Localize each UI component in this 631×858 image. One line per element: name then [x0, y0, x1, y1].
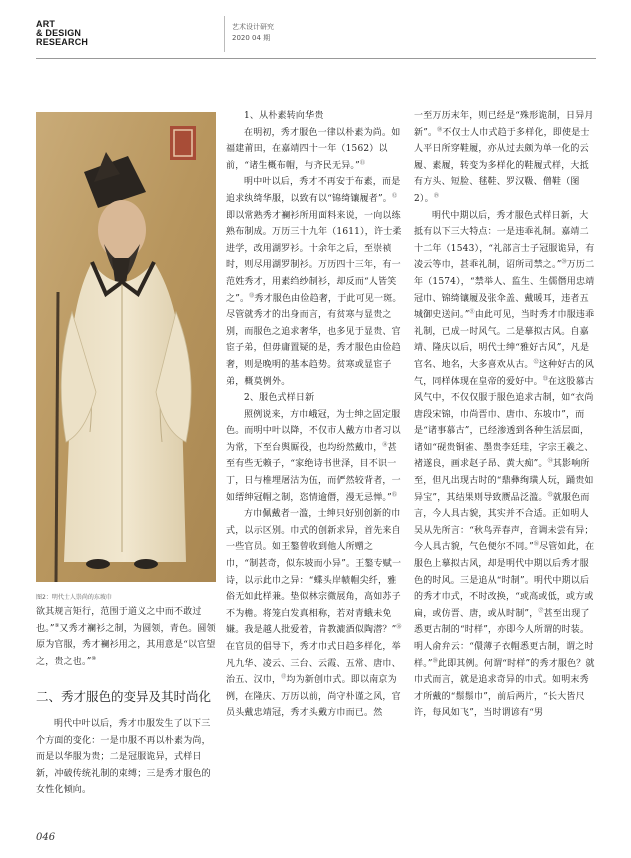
text-run: 秀才服色由俭趋奢，于此可见一斑。尽管就秀才的出身而言，有贫寒与显贵之别，而服色之追求奢华，也多见于显贵、官宦子弟，但毋庸置疑的是，秀才服色由俭趋奢，则是晚明的基本趋势。贫寒或显宦子弟，概莫例外。: [226, 293, 402, 387]
footnote-ref: ⑯: [396, 624, 402, 631]
text-run: 由此可见，当时秀才巾服违乖礼制，已成一时风气。二是摹拟古风。自嘉靖、隆庆以后，明代士绅“雅好古风”，凡是官名、地名，大多喜欢从古。: [414, 310, 595, 370]
footnote-ref: ⑮: [391, 491, 398, 498]
text-run: 在官员的倡导下，秀才巾式日趋多样化，举凡九华、凌云、三台、云霞、五常、唐巾、治五、汉巾，: [226, 642, 401, 686]
portrait-painting: [36, 112, 216, 582]
footnote-ref: ⑱: [437, 126, 443, 133]
column-3: [414, 108, 596, 722]
paragraph: [226, 174, 404, 390]
section-heading: 二、秀才服色的变异及其时尚化: [36, 689, 212, 704]
footnote-ref: ⑩: [91, 655, 97, 662]
column-2: [226, 108, 404, 722]
header-rule: [36, 58, 596, 59]
footnote-ref: ⑨: [54, 622, 60, 629]
text-run: 甚至出现了悉更古制的“时样”，亦即今人所谓的时装。明人俞弁云：“儇薄子衣帽悉更古制，谓之时样。”: [414, 608, 594, 669]
footnote-ref: ㉒: [533, 358, 539, 365]
text-run: 不仅士人巾式趋于多样化，即使是士人平日所穿鞋履，亦从过去颇为单一化的云履、素履，转变为多样化的鞋履式样，大抵有方头、短脸、毬鞋、罗汉靸、僧鞋（图2）。: [414, 127, 590, 204]
logo-line-3: RESEARCH: [36, 37, 89, 47]
paragraph: [36, 604, 216, 670]
figure-caption: 图2：明代士人崇尚的东坡巾: [36, 594, 112, 601]
footnote-ref: ⑬: [249, 292, 255, 299]
journal-title: 艺术设计研究: [232, 23, 274, 31]
footnote-ref: ⑭: [382, 441, 388, 448]
paragraph: [226, 125, 404, 175]
footnote-ref: ⑲: [433, 192, 440, 199]
figure-image: [36, 112, 216, 582]
text-run: 此即其例。何谓“时样”的秀才服色？就巾式而言，就是追求奇异的巾式。如明末秀才所戴的“鬃鬃巾”，前后两片，“长大皆尺许，每风如飞”，当时谓谚有“男: [414, 658, 595, 719]
footnote-ref: ㉘: [432, 657, 438, 664]
footnote-ref: ㉔: [547, 458, 553, 465]
text-run: 即以常熟秀才襕衫所用面料来说，一向以练熟布制成。万历三十九年（1611），许士柔进学，改用湖罗衫。十余年之后，至崇祯时，则尽用湖罗制衫。万历四十三年，有一范姓秀才，用素绉纱制衫，却反而“人皆笑之”。: [226, 210, 402, 304]
text-run: 均为新创巾式。即以南京为例，在隆庆、万历以前，尚守朴谨之风，官员头戴忠靖冠，秀才头戴方巾而已。然: [226, 675, 401, 719]
text-run: 尽管如此，在服色上摹拟古风，却是明代中期以后秀才服色的时风。三是追从“时制”。明代中期以后的秀才巾式，不时改换，“或高或低，或方或扁，或仿晋、唐，或从时制”，: [414, 542, 595, 619]
page-number: 046: [36, 832, 56, 843]
footnote-ref: ㉓: [542, 375, 549, 382]
text-run: 就服色而言，今人具古貌，其实并不合适。正如明人吴从先所言：“秋鸟弄春声，音调未尝有异；今人具古貌，气色便尔不同。”: [414, 492, 594, 553]
subheading-2: 2、服色式样日新: [244, 393, 315, 404]
text-run: 又秀才襕衫之制，为圆领，青色。圆领原为官服，秀才襕衫用之，其用意是“以官望之，贵之也。”: [36, 623, 216, 667]
footnote-ref: ⑳: [561, 259, 567, 266]
logo-line-2: & DESIGN: [36, 28, 82, 38]
footnote-ref: ㉖: [533, 541, 540, 548]
text-run: 在明初，秀才服色一律以朴素为尚。如福建莆田，在嘉靖四十一年（1562）以前，“诸生概布帽，与齐民无异。”: [226, 127, 401, 171]
subheading-1: 1、从朴素转向华贵: [244, 111, 324, 121]
text-run: 在这股慕古风气中，不仅仅服于服色追求古制，如“衣尚唐段宋锦，巾尚晋巾、唐巾、东坡巾”，而是“诸事慕古”，已经渗透到各种生活层面，诸如“砚贵铜雀、墨贵李廷珪，字宗王羲之、褚遂良，画求赵子昂、黄大痴”。: [414, 376, 595, 470]
footnote-ref: ㉕: [547, 491, 553, 498]
paragraph: [414, 208, 596, 722]
logo-line-1: ART: [36, 19, 56, 29]
column-1-lower: [36, 716, 216, 799]
journal-issue: 2020 04 期: [232, 34, 271, 42]
text-run: 甚至有些无赖子，“家绝诗书世泽，目不识一丁，日与椎埋屠沽为伍，而俨然较背者，一如缙绅冠帽之制，恣情逾僭，漫无忌惮。”: [226, 442, 401, 503]
footnote-ref: ⑫: [392, 192, 398, 199]
text-run: 这种好古的风气，同样体现在皇帝的爱好中。: [414, 359, 595, 387]
footnote-ref: ㉗: [538, 607, 544, 614]
paragraph: [414, 108, 596, 208]
paragraph: [226, 407, 404, 507]
text-run: 一至万历末年，则已经是“殊形诡制，日异月新”。: [414, 111, 594, 138]
journal-header: [232, 22, 274, 44]
text-run: 其影响所至，但凡出现古时的“鼎彝绚璜人玩，踊贵如异宝”，其结果则导致赝品泛滥。: [414, 459, 594, 503]
column-1: [36, 604, 216, 670]
text-run: 明中叶以后，秀才不再安于布素，而是追求纨绮华服，以致有以“锦绮镶履者”。: [226, 177, 401, 204]
text-run: 欲其规言矩行，范围于道义之中而不敢过也。”: [36, 607, 202, 634]
paragraph: 明代中叶以后，秀才巾服发生了以下三个方面的变化：一是巾服不再以朴素为尚，而是以华服为贵；二是冠服诡异，式样日新，冲破传统礼制的束缚；三是秀才服色的女性化倾向。: [36, 719, 211, 796]
journal-logo: [36, 20, 88, 47]
footnote-ref: ⑪: [359, 159, 366, 166]
text-run: 明代中期以后，秀才服色式样日新，大抵有以下三大特点：一是违乖礼制。嘉靖二十二年（1543），“礼部言士子冠服诡异，有凌云等巾，甚乖礼制，诏所司禁之。”: [414, 210, 595, 271]
text-run: 照例说来，方巾峨冠，为士绅之固定服色。而明中叶以降，不仅市人戴方巾者习以为常，下至台舆厮役，也均纷然戴巾，: [226, 409, 401, 453]
header-divider-vertical: [224, 16, 225, 52]
paragraph: [226, 506, 404, 722]
text-run: 万历二年（1574），“禁举人、监生、生儒僭用忠靖冠巾、锦绮镶履及张伞盖、戴暖耳，违者五城御史送问。”: [414, 260, 595, 321]
footnote-ref: ⑰: [281, 674, 287, 681]
text-run: 方巾佩戴者一滥，士绅只好别创新的巾式，以示区别。巾式的创新求异，首先来自一些官员。如王鏊曾收到他人所赠之巾，“制甚奇，似东坡而小异”。王鏊专赋一诗，以示此巾之异：“蝶头岸帻帽尖纤，雅俗无如此样兼。垫似林宗微展角，高如苏子不为檐。将笼白发真相称，若对青蛾未免嫌。我是越人批爱着，肯教漉酒似陶潜？”: [226, 509, 402, 636]
footnote-ref: ㉑: [469, 309, 475, 316]
